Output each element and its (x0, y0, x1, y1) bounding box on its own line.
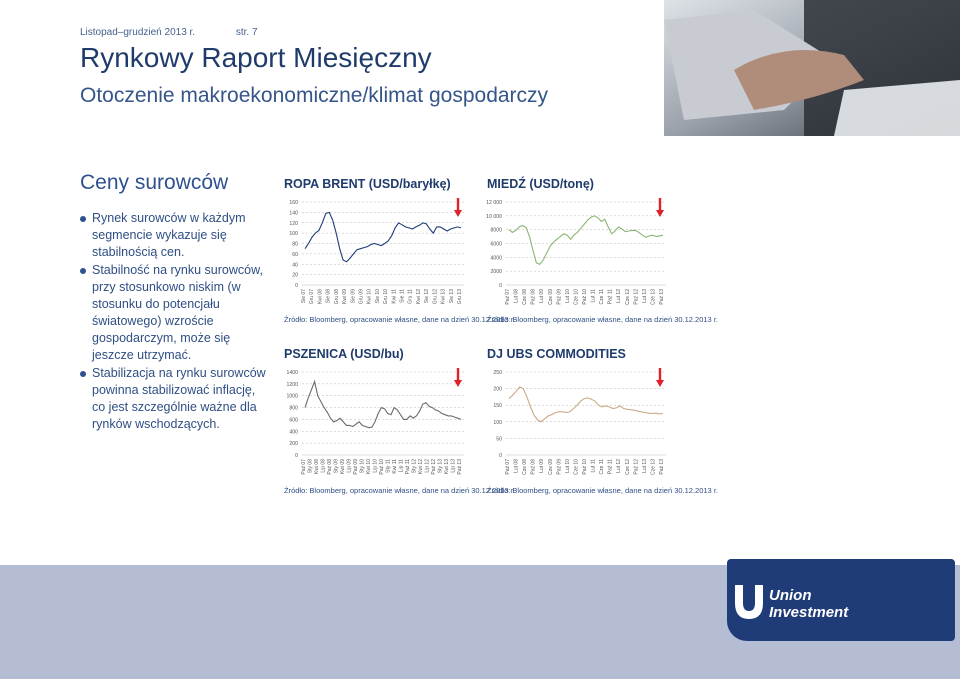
x-tick-label: Lut 10 (564, 289, 571, 303)
x-tick-label: Paź 07 (301, 459, 307, 475)
x-tick-label: Paź 07 (505, 459, 511, 475)
bullet-icon (80, 216, 86, 222)
ubs-chart (482, 366, 672, 480)
x-tick-label: Cze 10 (573, 459, 580, 475)
x-tick-label: Lip 11 (398, 459, 405, 473)
x-tick-label: Paź 11 (405, 459, 411, 475)
x-tick-label: Lip 10 (372, 459, 379, 473)
x-tick-label: Kwi 08 (314, 459, 320, 475)
x-tick-label: Cze 12 (624, 289, 631, 305)
x-tick-label: Sty 08 (307, 459, 314, 474)
y-tick-label: 1400 (286, 370, 298, 376)
y-tick-label: 100 (289, 231, 298, 238)
x-tick-label: Sty 09 (333, 459, 340, 474)
x-tick-label: Gru 11 (407, 289, 414, 304)
x-tick-label: Sie 12 (424, 289, 431, 304)
x-tick-label: Lip 08 (320, 459, 327, 473)
x-tick-label: Paź 09 (353, 459, 359, 475)
y-tick-label: 0 (295, 453, 298, 459)
x-tick-label: Kwi 12 (418, 459, 424, 475)
x-tick-label: Gru 10 (383, 289, 390, 305)
x-tick-label: Gru 07 (309, 289, 316, 305)
logo-u-icon (731, 583, 767, 621)
y-tick-label: 4000 (490, 255, 502, 262)
x-tick-label: Cze 11 (599, 289, 606, 305)
bullet-icon (80, 268, 86, 274)
series-line (509, 387, 663, 422)
y-tick-label: 1000 (286, 393, 298, 400)
brent-source: Źródło: Bloomberg, opracowanie własne, dane na dzień 30.12.2013 r. (284, 315, 515, 324)
x-tick-label: Kwi 10 (366, 289, 373, 305)
y-tick-label: 400 (289, 429, 298, 436)
logo-line1: Union (769, 587, 812, 604)
y-tick-label: 250 (493, 370, 502, 376)
series-line (509, 216, 663, 264)
x-tick-label: Paź 13 (659, 459, 665, 475)
bullet-item: Stabilizacja na rynku surowców powinna stabilizować inflację, co jest szczególnie ważne dla rynków wschodzących. (80, 365, 270, 433)
x-tick-label: Cze 13 (650, 289, 657, 305)
x-tick-label: Lut 13 (641, 289, 648, 303)
x-tick-label: Paź 13 (659, 289, 665, 305)
bullet-item: Stabilność na rynku surowców, przy stosunkowo niskim (w stosunku do potencjału światowego) wzroście gospodarczym, może się jeszcze utrzymać. (80, 262, 270, 364)
x-tick-label: Paź 11 (607, 289, 614, 305)
y-tick-label: 2000 (490, 269, 502, 276)
x-tick-label: Cze 12 (624, 459, 631, 475)
brent-chart (284, 196, 474, 308)
x-tick-label: Lip 13 (450, 459, 457, 473)
y-tick-label: 0 (295, 283, 298, 289)
x-tick-label: Gru 08 (333, 289, 340, 305)
x-tick-label: Gru 13 (457, 289, 463, 305)
x-tick-label: Paź 13 (457, 459, 463, 475)
x-tick-label: Lut 13 (641, 459, 648, 473)
x-tick-label: Paź 08 (327, 459, 333, 475)
down-arrow-icon (454, 368, 462, 387)
x-tick-label: Paź 11 (607, 459, 614, 475)
x-tick-label: Sty 11 (385, 459, 392, 473)
x-tick-label: Kwi 09 (342, 289, 349, 305)
bullet-item: Rynek surowców w każdym segmencie wykazuje się stabilnością cen. (80, 210, 270, 261)
y-tick-label: 150 (493, 403, 502, 410)
y-tick-label: 1200 (286, 381, 298, 388)
x-tick-label: Sie 13 (448, 289, 455, 304)
x-tick-label: Cze 09 (547, 289, 554, 305)
y-tick-label: 160 (289, 200, 298, 206)
page-number: str. 7 (235, 27, 258, 38)
page-meta (80, 27, 296, 38)
x-tick-label: Paź 09 (556, 459, 563, 475)
x-tick-label: Lip 12 (424, 459, 431, 473)
x-tick-label: Paź 10 (582, 459, 588, 475)
x-tick-label: Sie 08 (325, 289, 332, 304)
down-arrow-icon (454, 198, 462, 217)
section-heading: Ceny surowców (80, 171, 229, 194)
x-tick-label: Paź 10 (379, 459, 385, 475)
x-tick-label: Kwi 13 (444, 459, 450, 475)
x-tick-label: Kwi 12 (415, 289, 422, 305)
copper-chart (482, 196, 672, 308)
x-tick-label: Kwi 11 (391, 289, 398, 304)
ubs-chart-title: DJ UBS COMMODITIES (487, 347, 626, 361)
x-tick-label: Lip 09 (346, 459, 353, 473)
x-tick-label: Paź 08 (530, 459, 537, 475)
x-tick-label: Lut 11 (590, 459, 597, 473)
x-tick-label: Paź 12 (633, 289, 640, 305)
brent-chart-title: ROPA BRENT (USD/baryłkę) (284, 177, 451, 191)
x-tick-label: Paź 12 (431, 459, 437, 475)
y-tick-label: 50 (496, 436, 502, 443)
x-tick-label: Sie 09 (350, 289, 357, 304)
x-tick-label: Kwi 11 (392, 459, 398, 474)
y-tick-label: 600 (289, 417, 298, 424)
down-arrow-icon (656, 368, 664, 387)
y-tick-label: 12 000 (486, 200, 502, 206)
y-tick-label: 0 (499, 453, 502, 459)
bullet-list (80, 210, 270, 434)
down-arrow-icon (656, 198, 664, 217)
union-investment-logo (727, 559, 955, 641)
y-tick-label: 140 (289, 210, 298, 217)
x-tick-label: Sty 13 (437, 459, 444, 474)
x-tick-label: Gru 09 (358, 289, 365, 305)
y-tick-label: 200 (289, 441, 298, 448)
y-tick-label: 40 (292, 262, 298, 269)
x-tick-label: Lut 12 (616, 459, 623, 473)
x-tick-label: Sty 12 (411, 459, 418, 474)
x-tick-label: Sty 10 (359, 459, 366, 474)
x-tick-label: Sie 07 (301, 289, 307, 304)
x-tick-label: Paź 08 (530, 289, 537, 305)
x-tick-label: Lut 08 (513, 459, 520, 473)
series-line (305, 382, 461, 428)
y-tick-label: 8000 (490, 227, 502, 234)
series-line (305, 212, 461, 261)
x-tick-label: Lut 12 (616, 289, 623, 303)
page-subtitle: Otoczenie makroekonomiczne/klimat gospodarczy (80, 84, 549, 107)
x-tick-label: Cze 09 (547, 459, 554, 475)
copper-source: Źródło: Bloomberg, opracowanie własne, dane na dzień 30.12.2013 r. (487, 315, 718, 324)
x-tick-label: Cze 10 (573, 289, 580, 305)
y-tick-label: 120 (289, 220, 298, 227)
wheat-chart-title: PSZENICA (USD/bu) (284, 347, 404, 361)
bullet-icon (80, 371, 86, 377)
x-tick-label: Kwi 13 (440, 289, 447, 305)
y-tick-label: 800 (289, 405, 298, 412)
x-tick-label: Sie 11 (399, 289, 406, 303)
y-tick-label: 80 (292, 241, 298, 248)
report-date: Listopad–grudzień 2013 r. (80, 27, 196, 38)
y-tick-label: 10 000 (486, 213, 502, 220)
x-tick-label: Paź 07 (505, 289, 511, 305)
x-tick-label: Lut 08 (513, 289, 520, 303)
copper-chart-title: MIEDŹ (USD/tonę) (487, 177, 594, 191)
x-tick-label: Paź 12 (633, 459, 640, 475)
x-tick-label: Cze 11 (599, 459, 606, 475)
ubs-source: Źródło: Bloomberg, opracowanie własne, dane na dzień 30.12.2013 r. (487, 486, 718, 495)
x-tick-label: Kwi 09 (340, 459, 346, 475)
x-tick-label: Lut 09 (539, 459, 546, 473)
y-tick-label: 6000 (490, 241, 502, 248)
x-tick-label: Paź 09 (556, 289, 563, 305)
x-tick-label: Lut 11 (590, 289, 597, 303)
x-tick-label: Cze 13 (650, 459, 657, 475)
x-tick-label: Cze 08 (522, 459, 529, 475)
y-tick-label: 20 (292, 272, 298, 279)
y-tick-label: 0 (499, 283, 502, 289)
wheat-chart (284, 366, 474, 480)
x-tick-label: Lut 09 (539, 289, 546, 303)
page-title: Rynkowy Raport Miesięczny (80, 42, 432, 73)
y-tick-label: 200 (493, 386, 502, 393)
x-tick-label: Sie 10 (374, 289, 381, 304)
header-photo (664, 0, 960, 136)
wheat-source: Źródło: Bloomberg, opracowanie własne, dane na dzień 30.12.2013 r. (284, 486, 515, 495)
x-tick-label: Gru 12 (432, 289, 439, 305)
logo-line2: Investment (769, 604, 849, 621)
x-tick-label: Lut 10 (564, 459, 571, 473)
y-tick-label: 60 (292, 251, 298, 258)
x-tick-label: Cze 08 (522, 289, 529, 305)
x-tick-label: Paź 10 (582, 289, 588, 305)
x-tick-label: Kwi 08 (317, 289, 324, 305)
y-tick-label: 100 (493, 419, 502, 426)
x-tick-label: Kwi 10 (366, 459, 372, 475)
